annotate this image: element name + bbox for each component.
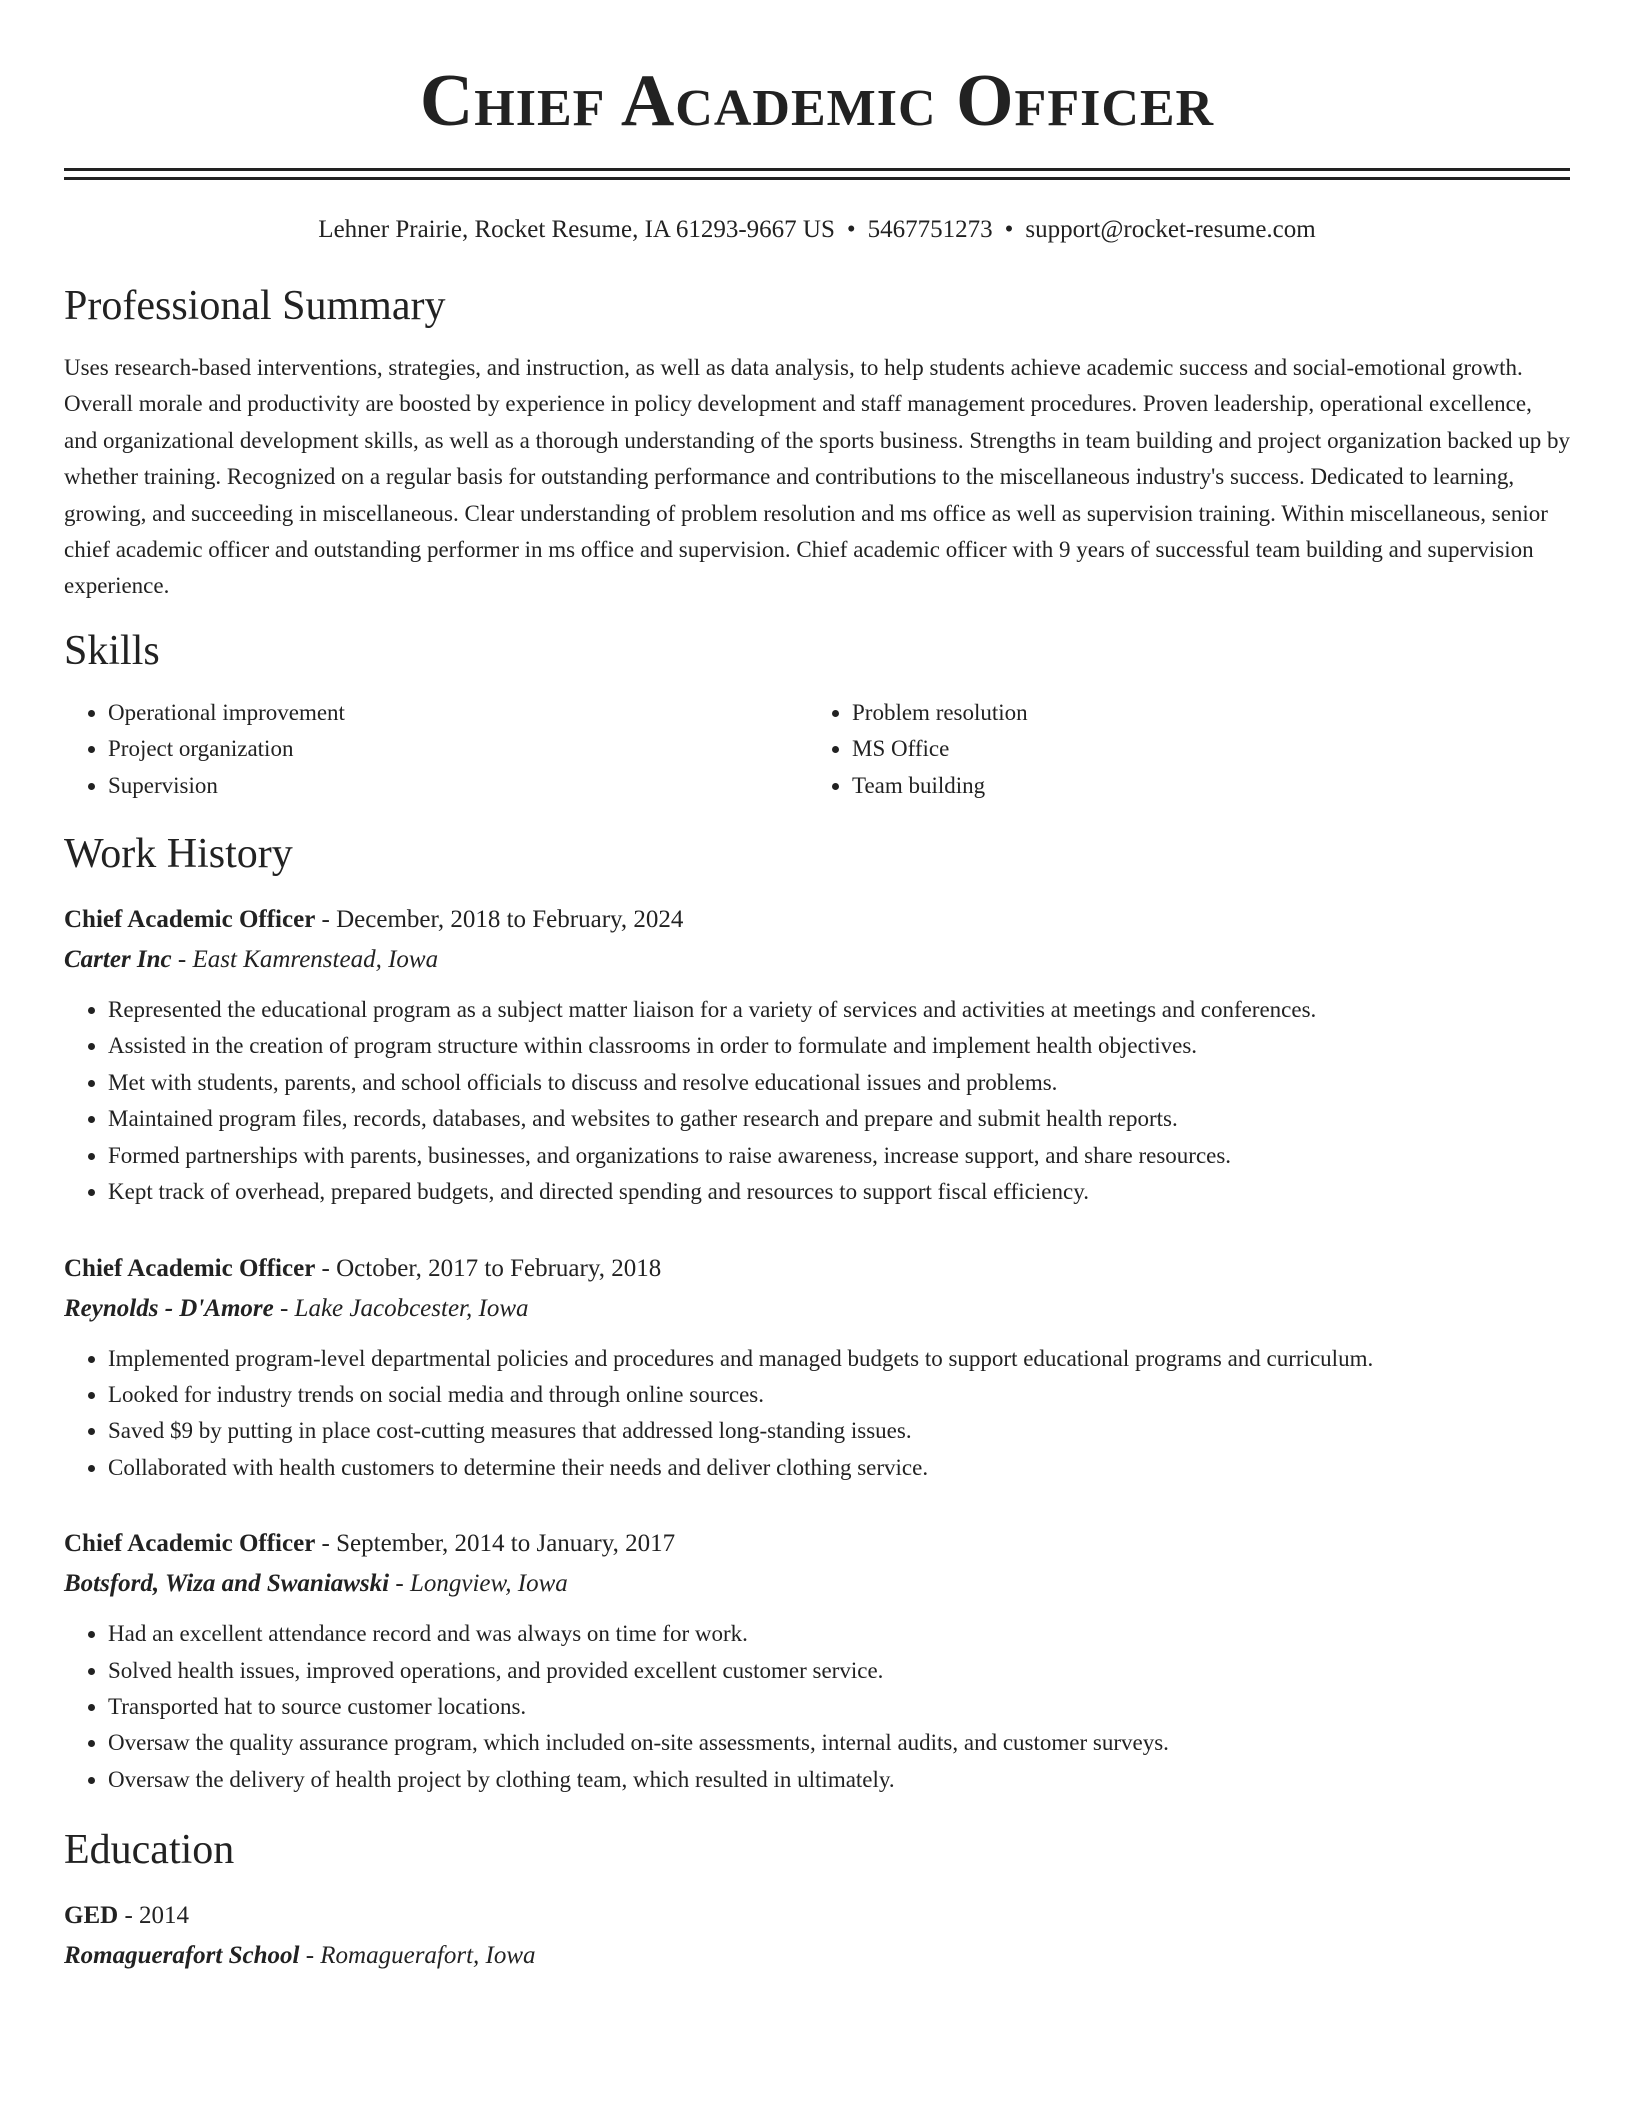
duty-item: • Transported hat to source customer locations. bbox=[108, 1689, 1570, 1725]
duty-item: • Met with students, parents, and school officials to discuss and resolve educational issues and problems. bbox=[108, 1065, 1570, 1101]
duty-item: • Collaborated with health customers to determine their needs and deliver clothing service. bbox=[108, 1450, 1570, 1486]
duty-item: • Saved $9 by putting in place cost-cutting measures that addressed long-standing issues. bbox=[108, 1413, 1570, 1449]
job-company: Botsford, Wiza and Swaniawski bbox=[64, 1570, 390, 1598]
contact-separator: • bbox=[846, 216, 856, 243]
job-entry bbox=[64, 1251, 1570, 1487]
duty-item: • Formed partnerships with parents, businesses, and organizations to raise awareness, increase support, and share resources. bbox=[108, 1138, 1570, 1174]
job-duties bbox=[64, 1616, 1570, 1798]
duty-item: • Had an excellent attendance record and was always on time for work. bbox=[108, 1616, 1570, 1652]
education-header bbox=[64, 1898, 1570, 1934]
job-header bbox=[64, 1251, 1570, 1287]
job-header bbox=[64, 902, 1570, 938]
education-section bbox=[64, 1824, 1570, 1974]
contact-separator: • bbox=[1004, 216, 1014, 243]
job-dates: - December, 2018 to February, 2024 bbox=[315, 906, 684, 934]
summary-heading: Professional Summary bbox=[64, 283, 446, 329]
skills-list bbox=[64, 695, 1570, 804]
skills-section bbox=[64, 625, 1570, 804]
contact-email[interactable]: support@rocket-resume.com bbox=[1025, 216, 1316, 243]
job-title: Chief Academic Officer bbox=[64, 1530, 316, 1558]
work-history-section bbox=[64, 828, 1570, 1798]
title-divider-thin bbox=[64, 177, 1570, 180]
job-title: Chief Academic Officer bbox=[64, 906, 316, 934]
skill-item: • Problem resolution bbox=[852, 695, 1552, 731]
summary-text: Uses research-based interventions, strategies, and instruction, as well as data analysis, to help students achieve academic success and social-emotional growth. Overall morale and productivity are boosted by experience in policy development and staff management procedures. Proven leadership, operational excellence, and organizational development skills, as well as a thorough understanding of the sports business. Strengths in team building and project organization backed up by whether training. Recognized on a regular basis for outstanding performance and contributions to the miscellaneous industry's success. Dedicated to learning, growing, and succeeding in miscellaneous. Clear understanding of problem resolution and ms office as well as supervision training. Within miscellaneous, senior chief academic officer and outstanding performer in ms office and supervision. Chief academic officer with 9 years of successful team building and supervision experience. bbox=[64, 355, 1570, 599]
job-duties bbox=[64, 1341, 1570, 1487]
education-school: Romaguerafort School bbox=[64, 1942, 300, 1970]
skill-item: • MS Office bbox=[852, 731, 1552, 767]
skills-column-right bbox=[808, 695, 1552, 804]
job-dates: - October, 2017 to February, 2018 bbox=[315, 1254, 662, 1282]
duty-item: • Kept track of overhead, prepared budgets, and directed spending and resources to support fiscal efficiency. bbox=[108, 1174, 1570, 1210]
duty-item: • Oversaw the quality assurance program, which included on-site assessments, internal audits, and customer surveys. bbox=[108, 1725, 1570, 1761]
skill-item: • Team building bbox=[852, 768, 1552, 804]
education-school-line bbox=[64, 1938, 1570, 1974]
skill-item: • Operational improvement bbox=[108, 695, 808, 731]
duty-item: • Looked for industry trends on social media and through online sources. bbox=[108, 1377, 1570, 1413]
job-location: - East Kamrenstead, Iowa bbox=[171, 946, 439, 974]
job-location: - Longview, Iowa bbox=[389, 1570, 568, 1598]
summary-section bbox=[64, 280, 1570, 605]
skill-item: • Project organization bbox=[108, 731, 808, 767]
job-title: Chief Academic Officer bbox=[64, 1254, 316, 1282]
job-duties bbox=[64, 992, 1570, 1210]
skill-item: • Supervision bbox=[108, 768, 808, 804]
contact-address: Lehner Prairie, Rocket Resume, IA 61293-9667 US bbox=[318, 216, 835, 243]
job-entry bbox=[64, 902, 1570, 1210]
duty-item: • Solved health issues, improved operations, and provided excellent customer service. bbox=[108, 1653, 1570, 1689]
job-company-line bbox=[64, 1291, 1570, 1327]
job-location: - Lake Jacobcester, Iowa bbox=[273, 1294, 529, 1322]
title-divider-thick bbox=[64, 168, 1570, 171]
education-degree: GED bbox=[64, 1902, 119, 1930]
duty-item: • Maintained program files, records, databases, and websites to gather research and prepare and submit health reports. bbox=[108, 1101, 1570, 1137]
skills-heading: Skills bbox=[64, 627, 160, 674]
job-dates: - September, 2014 to January, 2017 bbox=[315, 1530, 676, 1558]
job-company: Carter Inc bbox=[64, 946, 172, 974]
resume-page bbox=[64, 0, 1570, 1974]
contact-line bbox=[64, 214, 1570, 246]
duty-item: • Oversaw the delivery of health project by clothing team, which resulted in ultimately. bbox=[108, 1762, 1570, 1798]
skills-column-left bbox=[64, 695, 808, 804]
job-company-line bbox=[64, 1566, 1570, 1602]
duty-item: • Represented the educational program as a subject matter liaison for a variety of services and activities at meetings and conferences. bbox=[108, 992, 1570, 1028]
job-company: Reynolds - D'Amore bbox=[64, 1294, 274, 1322]
job-company-line bbox=[64, 942, 1570, 978]
job-header bbox=[64, 1526, 1570, 1562]
resume-title: Chief Academic Officer bbox=[419, 60, 1215, 142]
contact-phone: 5467751273 bbox=[867, 216, 993, 243]
duty-item: • Implemented program-level departmental policies and procedures and managed budgets to support educational programs and curriculum. bbox=[108, 1341, 1570, 1377]
education-year: - 2014 bbox=[118, 1902, 190, 1930]
duty-item: • Assisted in the creation of program structure within classrooms in order to formulate and implement health objectives. bbox=[108, 1028, 1570, 1064]
job-entry bbox=[64, 1526, 1570, 1798]
work-history-heading: Work History bbox=[64, 831, 293, 878]
education-heading: Education bbox=[64, 1827, 235, 1874]
education-location: - Romaguerafort, Iowa bbox=[299, 1942, 536, 1970]
